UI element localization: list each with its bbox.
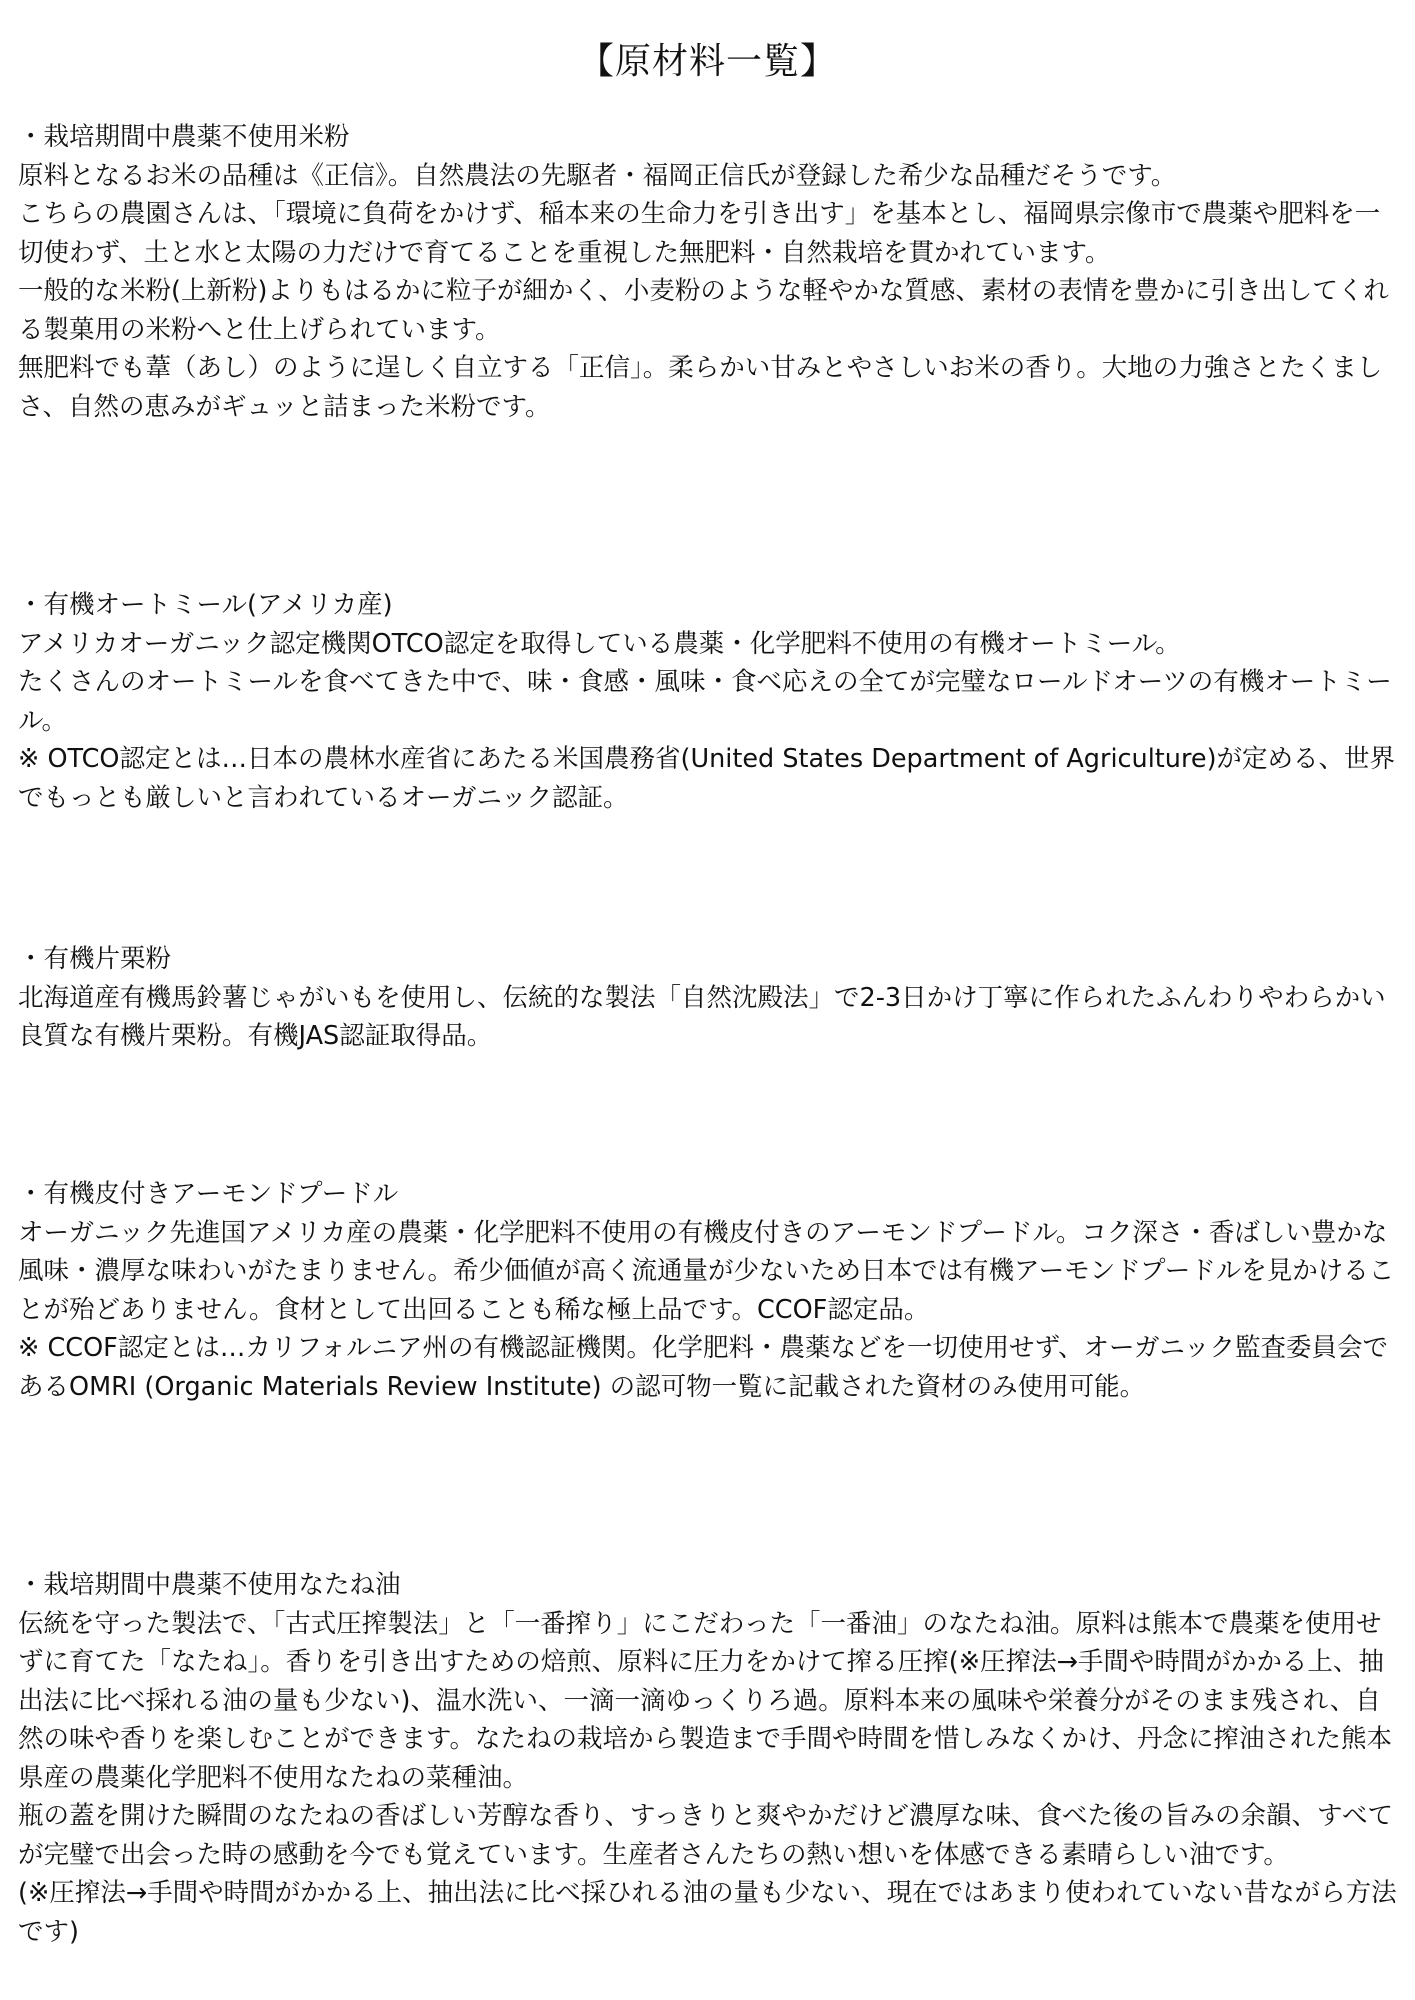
section-paragraph: 北海道産有機馬鈴薯じゃがいもを使用し、伝統的な製法「自然沈殿法」で2-3日かけ丁寧に作られたふんわりやわらかい良質な有機片栗粉。有機JAS認証取得品。 <box>18 982 1386 1051</box>
section-paragraph: ※ CCOF認定とは…カリフォルニア州の有機認証機関。化学肥料・農薬などを一切使用せず、オーガニック監査委員会であるOMRI (Organic Materials Review Institute) の認可物一覧に記載された資材のみ使用可能。 <box>18 1333 1388 1402</box>
section-paragraph: 原料となるお米の品種は《正信》。自然農法の先駆者・福岡正信氏が登録した希少な品種だそうです。 <box>18 160 1177 191</box>
section-organic-oatmeal <box>18 586 1398 817</box>
section-rice-flour <box>18 118 1398 426</box>
section-heading: ・有機オートミール(アメリカ産) <box>18 590 393 620</box>
section-heading: ・栽培期間中農薬不使用なたね油 <box>18 1570 401 1600</box>
section-paragraph: オーガニック先進国アメリカ産の農薬・化学肥料不使用の有機皮付きのアーモンドプードル。コク深さ・香ばしい豊かな風味・濃厚な味わいがたまりません。希少価値が高く流通量が少ないため日本では有機アーモンドプードルを見かけることが殆どありません。食材として出回ることも稀な極上品です。CCOF認定品。 <box>18 1217 1395 1325</box>
section-paragraph: 無肥料でも葦（あし）のように逞しく自立する「正信」。柔らかい甘みとやさしいお米の香り。大地の力強さとたくましさ、自然の恵みがギュッと詰まった米粉です。 <box>18 353 1383 422</box>
section-heading: ・栽培期間中農薬不使用米粉 <box>18 122 350 152</box>
section-paragraph: (※圧搾法→手間や時間がかかる上、抽出法に比べ採ひれる油の量も少ない、現在ではあまり使われていない昔ながら方法です) <box>18 1878 1397 1947</box>
section-heading: ・有機片栗粉 <box>18 944 172 974</box>
section-rapeseed-oil <box>18 1566 1398 1951</box>
section-paragraph: 伝統を守った製法で、「古式圧搾製法」と「一番搾り」にこだわった「一番油」のなたね油。原料は熊本で農薬を使用せずに育てた「なたね」。香りを引き出すための焙煎、原料に圧力をかけて搾る圧搾(※圧搾法→手間や時間がかかる上、抽出法に比べ採れる油の量も少ない)、温水洗い、一滴一滴ゆっくりろ過。原料本来の風味や栄養分がそのまま残され、自然の味や香りを楽しむことができます。なたねの栽培から製造まで手間や時間を惜しみなくかけ、丹念に搾油された熊本県産の農薬化学肥料不使用なたねの菜種油。 <box>18 1608 1392 1793</box>
section-paragraph: 一般的な米粉(上新粉)よりもはるかに粒子が細かく、小麦粉のような軽やかな質感、素材の表情を豊かに引き出してくれる製菓用の米粉へと仕上げられています。 <box>18 276 1389 345</box>
section-paragraph: こちらの農園さんは、「環境に負荷をかけず、稲本来の生命力を引き出す」を基本とし、福岡県宗像市で農薬や肥料を一切使わず、土と水と太陽の力だけで育てることを重視した無肥料・自然栽培を貫かれています。 <box>18 199 1381 268</box>
section-almond-poudre <box>18 1175 1398 1406</box>
section-paragraph: 瓶の蓋を開けた瞬間のなたねの香ばしい芳醇な香り、すっきりと爽やかだけど濃厚な味、食べた後の旨みの余韻、すべてが完璧で出会った時の感動を今でも覚えています。生産者さんたちの熱い想いを体感できる素晴らしい油です。 <box>18 1801 1393 1870</box>
section-paragraph: ※ OTCO認定とは…日本の農林水産省にあたる米国農務省(United States Department of Agriculture)が定める、世界でもっとも厳しいと言われているオーガニック認証。 <box>18 744 1396 813</box>
section-paragraph: アメリカオーガニック認定機関OTCO認定を取得している農薬・化学肥料不使用の有機オートミール。 <box>18 628 1181 659</box>
page-title: 【原材料一覧】 <box>577 41 837 82</box>
section-paragraph: たくさんのオートミールを食べてきた中で、味・食感・風味・食べ応えの全てが完璧なロールドオーツの有機オートミール。 <box>18 667 1392 736</box>
section-organic-potato-starch <box>18 940 1398 1056</box>
section-heading: ・有機皮付きアーモンドプードル <box>18 1179 399 1209</box>
